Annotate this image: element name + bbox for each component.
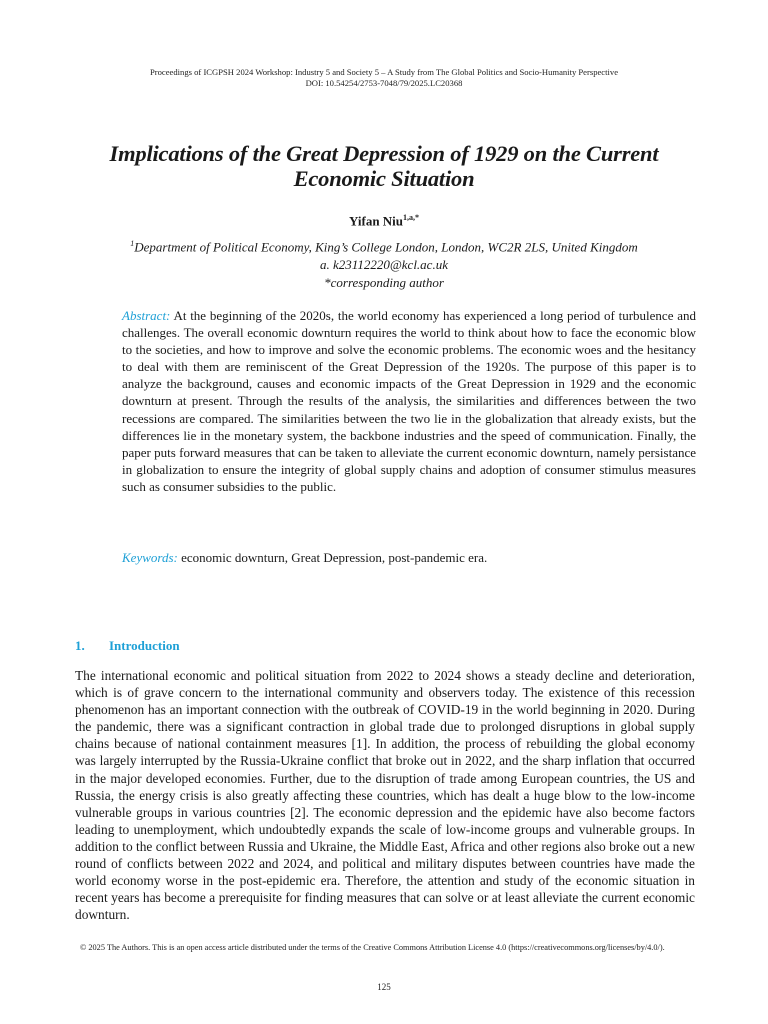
department-text: Department of Political Economy, King’s College London, London, WC2R 2LS, United Kingdom: [134, 239, 638, 255]
abstract-label: Abstract:: [122, 308, 171, 323]
introduction-paragraph: The international economic and political situation from 2022 to 2024 shows a steady decline and deterioration, which is of grave concern to the international community and observers today. The existence of this recession phenomenon has an important connection with the outbreak of COVID-19 in the world beginning in 2020. During the pandemic, there was a significant contraction in global trade due to prolonged disruptions in global supply chains because of national containment measures [1]. In addition, the process of rebuilding the global economy was largely interrupted by the Russia-Ukraine conflict that broke out in 2022, and the sharp inflation that occurred in the major developed economies. Further, due to the disruption of trade among European countries, the US and Russia, the energy crisis is also greatly affecting these countries, which has dealt a huge blow to the low-income vulnerable groups in various countries [2]. The economic depression and the epidemic have also become factors leading to unemployment, which undoubtedly expands the scale of low-income groups and vulnerable groups. In addition to the conflict between Russia and Ukraine, the Middle East, Africa and other regions also broke out a new round of conflicts between 2022 and 2024, and political and military disputes between countries have made the world economy worse in the post-epidemic era. Therefore, the attention and study of the economic situation in recent years has become a prerequisite for finding measures that can solve or at least alleviate the current economic downturn.: [75, 668, 695, 923]
keywords-label: Keywords:: [122, 550, 178, 565]
license-footnote: © 2025 The Authors. This is an open access article distributed under the terms of the Creative Commons Attribution License 4.0 (https://creativecommons.org/licenses/by/4.0/).: [80, 943, 665, 952]
running-header: [0, 67, 768, 89]
author-name: Yifan Niu: [348, 213, 404, 229]
section-title: Introduction: [109, 638, 180, 653]
title-line-1: Implications of the Great Depression of 1929 on the Current: [109, 141, 659, 166]
corresponding-note: *corresponding author: [324, 275, 444, 291]
paper-title: [60, 141, 708, 191]
section-number: 1.: [75, 638, 85, 653]
abstract: [122, 307, 696, 495]
title-line-2: Economic Situation: [293, 166, 475, 191]
keywords: [122, 549, 696, 566]
proceedings-line: Proceedings of ICGPSH 2024 Workshop: Industry 5 and Society 5 – A Study from The Global Politics and Socio-Humanity Perspective: [149, 67, 619, 77]
keywords-text: economic downturn, Great Depression, post-pandemic era.: [181, 550, 488, 565]
author-line: [0, 213, 768, 229]
author-superscript: 1,a,*: [403, 213, 420, 222]
department-line: [0, 235, 768, 256]
affiliation-block: [0, 235, 768, 292]
section-heading: [75, 638, 180, 654]
abstract-text: At the beginning of the 2020s, the world economy has experienced a long period of turbulence and challenges. The overall economic downturn requires the world to think about how to face the economic blow to the societies, and how to improve and solve the economic problems. The economic woes and the hesitancy to deal with them are reminiscent of the Great Depression of the 1920s. The purpose of this paper is to analyze the background, causes and economic impacts of the Great Depression in 1929 and the economic downturn at present. Through the results of the analysis, the similarities and differences between the two recessions are compared. The similarities between the two lie in the globalization that already exists, but the differences lie in the monetary system, the backbone industries and the speed of communication. Finally, the paper puts forward measures that can be taken to alleviate the current economic downturn, namely persistance in globalization to ensure the integrity of global supply chains and adoption of consumer stimulus measures such as consumer subsidies to the public.: [122, 308, 696, 494]
page-number: 125: [377, 982, 391, 992]
doi-line: DOI: 10.54254/2753-7048/79/2025.LC20368: [305, 78, 463, 88]
email-line: a. k23112220@kcl.ac.uk: [320, 257, 448, 273]
affiliation-superscript: 1: [130, 239, 135, 248]
